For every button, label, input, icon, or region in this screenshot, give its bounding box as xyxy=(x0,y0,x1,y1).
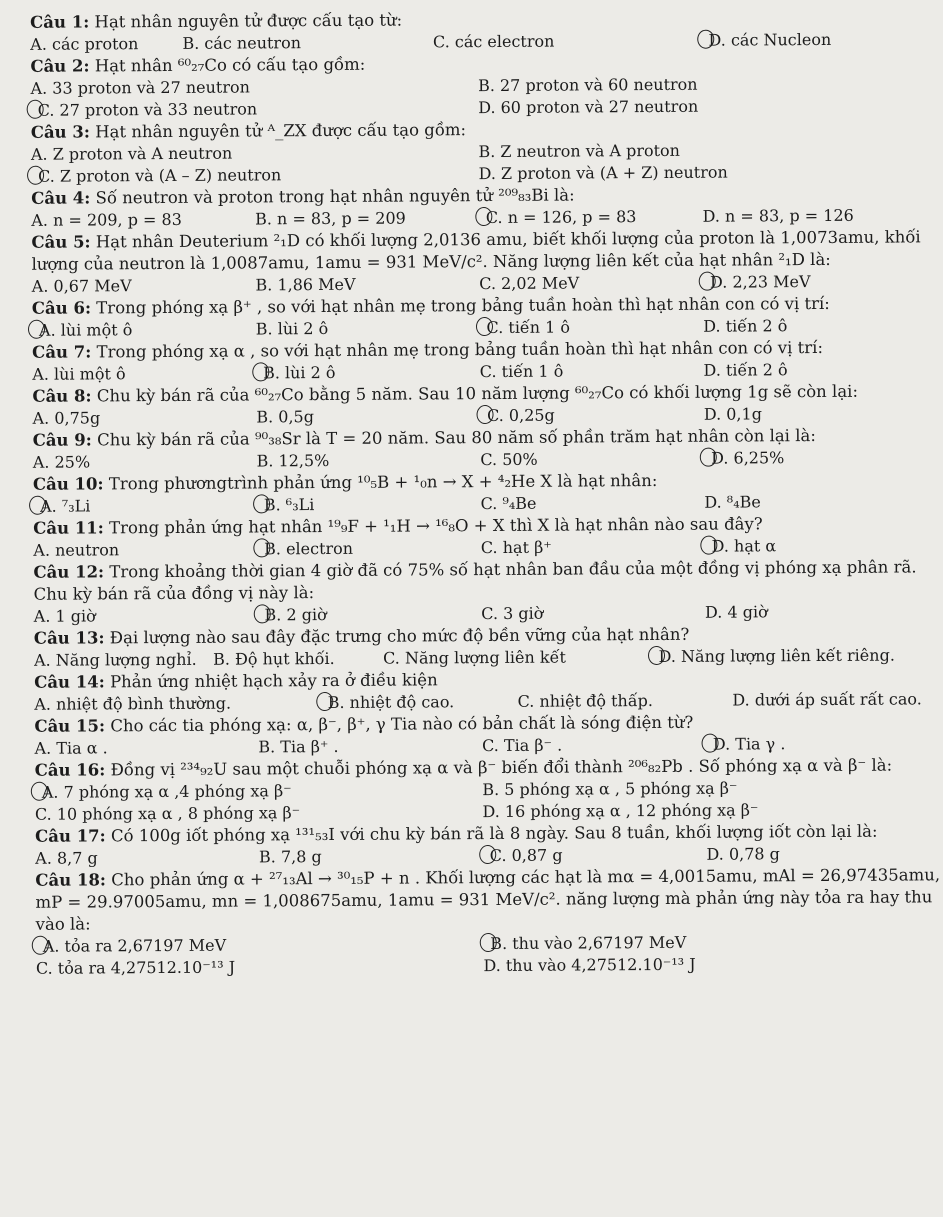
answer-option-b[interactable]: B. 1,86 MeV xyxy=(255,274,356,295)
answer-option-b[interactable]: B. 0,5g xyxy=(256,407,314,427)
circled-mark xyxy=(475,317,492,336)
answer-option-c[interactable]: C. 0,25g xyxy=(480,404,704,427)
question-text-cont: mP = 29.97005amu, mn = 1,008675amu, 1amu = 931 MeV/c². năng lượng mà phản ứng này tỏa ra hay thu xyxy=(35,887,933,912)
answer-option-b[interactable]: B. 7,8 g xyxy=(258,847,322,867)
answer-option-d[interactable]: D. Năng lượng liên kết riêng. xyxy=(652,644,930,668)
answer-option-c[interactable]: C. ⁹₄Be xyxy=(480,493,537,514)
answer-option-a[interactable]: A. nhiệt độ bình thường. xyxy=(34,693,232,714)
question-number: Câu 2: xyxy=(30,56,90,76)
question-text: Hạt nhân Deuterium ²₁D có khối lượng 2,0136 amu, biết khối lượng của proton là 1,0073amu, khối xyxy=(95,227,921,252)
question-text: Trong phóng xạ α , so với hạt nhân mẹ trong bảng tuần hoàn thì hạt nhân con có vị trí: xyxy=(96,337,824,362)
question-5 xyxy=(31,226,926,297)
answer-option-d[interactable]: D. n = 83, p = 126 xyxy=(702,205,854,226)
answer-option-c[interactable]: C. 50% xyxy=(480,449,538,470)
question-text: Chu kỳ bán rã của ⁹⁰₃₈Sr là T = 20 năm. Sau 80 năm số phần trăm hạt nhân còn lại là: xyxy=(97,426,816,450)
question-2 xyxy=(30,50,925,121)
question-text: Trong phóng xạ β⁺ , so với hạt nhân mẹ trong bảng tuần hoàn thì hạt nhân con có vị trí: xyxy=(96,293,830,318)
answer-option-c[interactable]: C. Năng lượng liên kết xyxy=(383,647,566,668)
question-number: Câu 14: xyxy=(34,672,105,692)
circled-mark xyxy=(701,536,718,555)
answer-option-a[interactable]: A. Z proton và A neutron xyxy=(30,143,233,164)
question-number: Câu 7: xyxy=(32,342,92,362)
question-text: Đồng vị ²³⁴₉₂U sau một chuỗi phóng xạ α và β⁻ biến đổi thành ²⁰⁶₈₂Pb . Số phóng xạ α và β⁻ là: xyxy=(110,755,893,780)
circled-mark xyxy=(32,936,49,955)
answer-option-b[interactable]: B. lùi 2 ô xyxy=(255,319,329,339)
circled-mark xyxy=(648,646,665,665)
answer-option-b[interactable]: B. lùi 2 ô xyxy=(256,361,480,384)
question-text: Cho các tia phóng xạ: α, β⁻, β⁺, γ Tia nào có bản chất là sóng điện từ? xyxy=(110,712,694,736)
answer-option-a[interactable]: A. ⁷₃Li xyxy=(33,494,257,517)
answer-option-d[interactable]: D. 0,1g xyxy=(703,404,762,424)
circled-mark xyxy=(317,692,334,711)
question-3 xyxy=(31,116,926,187)
question-number: Câu 8: xyxy=(32,386,92,406)
question-number: Câu 5: xyxy=(31,232,91,252)
circled-mark xyxy=(475,207,492,226)
answer-option-b[interactable]: B. các neutron xyxy=(182,33,302,53)
answer-option-d[interactable]: D. các Nucleon xyxy=(701,28,925,51)
answer-option-c[interactable]: C. các electron xyxy=(432,31,555,52)
answer-option-d[interactable]: D. ⁸₄Be xyxy=(704,492,761,512)
answer-option-c[interactable]: C. Tia β⁻ . xyxy=(482,735,563,756)
circled-mark xyxy=(476,405,493,424)
answer-option-a[interactable]: A. Năng lượng nghỉ. xyxy=(33,649,197,670)
circled-mark xyxy=(700,448,717,467)
question-text-cont: lượng của neutron là 1,0087amu, 1amu = 931 MeV/c². Năng lượng liên kết của hạt nhân ²₁D là: xyxy=(31,249,831,274)
question-17 xyxy=(35,820,930,869)
answer-option-a[interactable]: A. lùi một ô xyxy=(32,318,256,341)
question-number: Câu 17: xyxy=(35,826,106,846)
question-text: Trong phươngtrình phản ứng ¹⁰₅B + ¹₀n → X + ⁴₂He X là hạt nhân: xyxy=(108,470,658,494)
question-14 xyxy=(34,666,929,715)
answer-option-d[interactable]: D. 4 giờ xyxy=(704,602,768,622)
question-text-cont: vào là: xyxy=(35,914,91,934)
answer-option-c[interactable]: C. tỏa ra 4,27512.10⁻¹³ J xyxy=(35,957,236,978)
answer-option-d[interactable]: D. Z proton và (A + Z) neutron xyxy=(478,162,728,184)
answer-option-d[interactable]: D. 16 phóng xạ α , 12 phóng xạ β⁻ xyxy=(482,800,759,822)
answer-option-c[interactable]: C. tiến 1 ô xyxy=(479,361,564,382)
question-11 xyxy=(33,512,928,561)
answer-option-c[interactable]: C. hạt β⁺ xyxy=(480,537,552,558)
question-number: Câu 11: xyxy=(33,518,104,538)
question-10 xyxy=(33,468,928,517)
question-number: Câu 3: xyxy=(30,122,91,142)
question-text-cont: Chu kỳ bán rã của đồng vị này là: xyxy=(33,583,315,604)
answer-option-a[interactable]: A. lùi một ô xyxy=(32,364,126,384)
question-13 xyxy=(34,622,929,671)
answer-option-c[interactable]: C. tiến 1 ô xyxy=(479,316,703,339)
answer-option-d[interactable]: D. Tia γ . xyxy=(706,732,930,755)
answer-option-b[interactable]: B. Độ hụt khối. xyxy=(212,648,335,669)
question-18 xyxy=(35,864,941,979)
question-number: Câu 16: xyxy=(34,760,106,780)
answer-option-b[interactable]: B. ⁶₃Li xyxy=(257,493,481,516)
answer-option-d[interactable]: D. 0,78 g xyxy=(706,844,780,864)
question-text: Đại lượng nào sau đây đặc trưng cho mức độ bền vững của hạt nhân? xyxy=(109,624,690,648)
answer-option-a[interactable]: A. 8,7 g xyxy=(35,848,98,868)
question-text: Số neutron và proton trong hạt nhân nguyên tử ²⁰⁹₈₃Bi là: xyxy=(95,185,575,208)
answer-option-c[interactable]: C. 3 giờ xyxy=(481,603,544,624)
answer-option-d[interactable]: D. tiến 2 ô xyxy=(703,360,788,380)
answer-option-a[interactable]: A. 0,75g xyxy=(32,408,101,428)
question-8 xyxy=(32,380,927,429)
question-text: Có 100g iốt phóng xạ ¹³¹₅₃I với chu kỳ bán rã là 8 ngày. Sau 8 tuần, khối lượng iốt còn lại là: xyxy=(110,821,878,846)
answer-option-a[interactable]: A. 1 giờ xyxy=(33,606,96,626)
answer-option-b[interactable]: B. nhiệt độ cao. xyxy=(321,691,518,714)
question-number: Câu 12: xyxy=(33,562,105,582)
circled-mark xyxy=(253,538,270,557)
answer-option-c[interactable]: C. 2,02 MeV xyxy=(479,273,580,294)
answer-option-b[interactable]: B. Tia β⁺ . xyxy=(258,736,339,757)
circled-mark xyxy=(253,494,270,513)
answer-option-c[interactable]: C. 27 proton và 33 neutron xyxy=(31,97,479,122)
question-number: Câu 9: xyxy=(32,430,92,450)
answer-option-a[interactable]: A. 33 proton và 27 neutron xyxy=(30,77,250,98)
question-text: Hạt nhân nguyên tử ᴬ_ZX được cấu tạo gồm: xyxy=(95,120,467,142)
answer-option-b[interactable]: B. 2 giờ xyxy=(257,603,481,626)
answer-option-c[interactable]: C. n = 126, p = 83 xyxy=(479,206,703,229)
answer-option-b[interactable]: B. 5 phóng xạ α , 5 phóng xạ β⁻ xyxy=(482,778,738,800)
question-text: Trong khoảng thời gian 4 giờ đã có 75% số hạt nhân ban đầu của một đồng vị phóng xạ phân rã. xyxy=(109,557,917,582)
answer-option-a[interactable]: A. tỏa ra 2,67197 MeV xyxy=(36,933,484,958)
question-16 xyxy=(35,754,930,825)
circled-mark xyxy=(27,166,44,185)
answer-option-b[interactable]: B. 27 proton và 60 neutron xyxy=(477,74,698,96)
answer-option-a[interactable]: A. 0,67 MeV xyxy=(31,276,132,296)
answer-option-c[interactable]: C. 0,87 g xyxy=(483,844,707,867)
question-text: Trong phản ứng hạt nhân ¹⁹₉F + ¹₁H → ¹⁶₈O + X thì X là hạt nhân nào sau đây? xyxy=(109,514,763,538)
question-text: Chu kỳ bán rã của ⁶⁰₂₇Co bằng 5 năm. Sau 10 năm lượng ⁶⁰₂₇Co có khối lượng 1g sẽ còn lại: xyxy=(96,381,859,406)
answer-option-a[interactable]: A. n = 209, p = 83 xyxy=(31,209,182,230)
answer-option-c[interactable]: C. 10 phóng xạ α , 8 phóng xạ β⁻ xyxy=(34,803,301,824)
circled-mark xyxy=(253,604,270,623)
question-9 xyxy=(33,424,928,473)
question-text: Hạt nhân nguyên tử được cấu tạo từ: xyxy=(94,10,403,32)
answer-option-d[interactable]: D. tiến 2 ô xyxy=(703,316,788,336)
question-15 xyxy=(34,710,929,759)
circled-mark xyxy=(479,933,496,952)
answer-option-b[interactable]: B. n = 83, p = 209 xyxy=(255,208,406,229)
circled-mark xyxy=(697,30,714,49)
answer-option-a[interactable]: A. Tia α . xyxy=(34,738,108,758)
circled-mark xyxy=(699,272,716,291)
answer-row xyxy=(36,952,931,979)
question-6 xyxy=(32,292,927,341)
answer-option-a[interactable]: A. các proton xyxy=(30,34,139,54)
question-text: Cho phản ứng α + ²⁷₁₃Al → ³⁰₁₅P + n . Khối lượng các hạt là mα = 4,0015amu, mAl = 26,97435amu, xyxy=(111,865,941,890)
answer-option-b[interactable]: B. electron xyxy=(257,537,481,560)
circled-mark xyxy=(29,496,46,515)
answer-option-c[interactable]: C. Z proton và (A – Z) neutron xyxy=(31,163,479,188)
answer-option-d[interactable]: D. 6,25% xyxy=(704,446,928,469)
answer-option-d[interactable]: D. hạt α xyxy=(705,534,929,557)
circled-mark xyxy=(479,845,496,864)
question-number: Câu 10: xyxy=(32,474,104,494)
circled-mark xyxy=(27,100,44,119)
question-text: Phản ứng nhiệt hạch xảy ra ở điều kiện xyxy=(109,670,438,692)
question-number: Câu 1: xyxy=(30,12,90,32)
question-number: Câu 4: xyxy=(31,188,91,208)
answer-option-b[interactable]: B. Z neutron và A proton xyxy=(478,140,681,162)
answer-option-d[interactable]: D. dưới áp suất rất cao. xyxy=(732,689,922,710)
answer-option-d[interactable]: D. 60 proton và 27 neutron xyxy=(478,96,699,118)
answer-option-a[interactable]: A. neutron xyxy=(33,540,120,560)
answer-option-b[interactable]: B. 12,5% xyxy=(256,450,330,471)
answer-option-d[interactable]: D. 2,23 MeV xyxy=(703,270,927,293)
answer-option-c[interactable]: C. nhiệt độ thấp. xyxy=(517,691,654,711)
question-number: Câu 13: xyxy=(33,628,105,648)
answer-option-b[interactable]: B. thu vào 2,67197 MeV xyxy=(483,930,931,955)
circled-mark xyxy=(702,734,719,753)
circled-mark xyxy=(31,782,48,801)
question-12 xyxy=(33,556,928,627)
question-4 xyxy=(31,182,926,231)
answer-option-d[interactable]: D. thu vào 4,27512.10⁻¹³ J xyxy=(483,954,696,976)
question-number: Câu 15: xyxy=(34,716,106,736)
circled-mark xyxy=(28,320,45,339)
question-number: Câu 6: xyxy=(31,298,92,318)
question-number: Câu 18: xyxy=(35,870,107,890)
question-7 xyxy=(32,336,927,385)
question-text: Hạt nhân ⁶⁰₂₇Co có cấu tạo gồm: xyxy=(94,54,366,76)
answer-option-a[interactable]: A. 7 phóng xạ α ,4 phóng xạ β⁻ xyxy=(35,779,483,804)
answer-option-a[interactable]: A. 25% xyxy=(32,452,91,472)
question-1 xyxy=(30,6,925,55)
circled-mark xyxy=(252,362,269,381)
